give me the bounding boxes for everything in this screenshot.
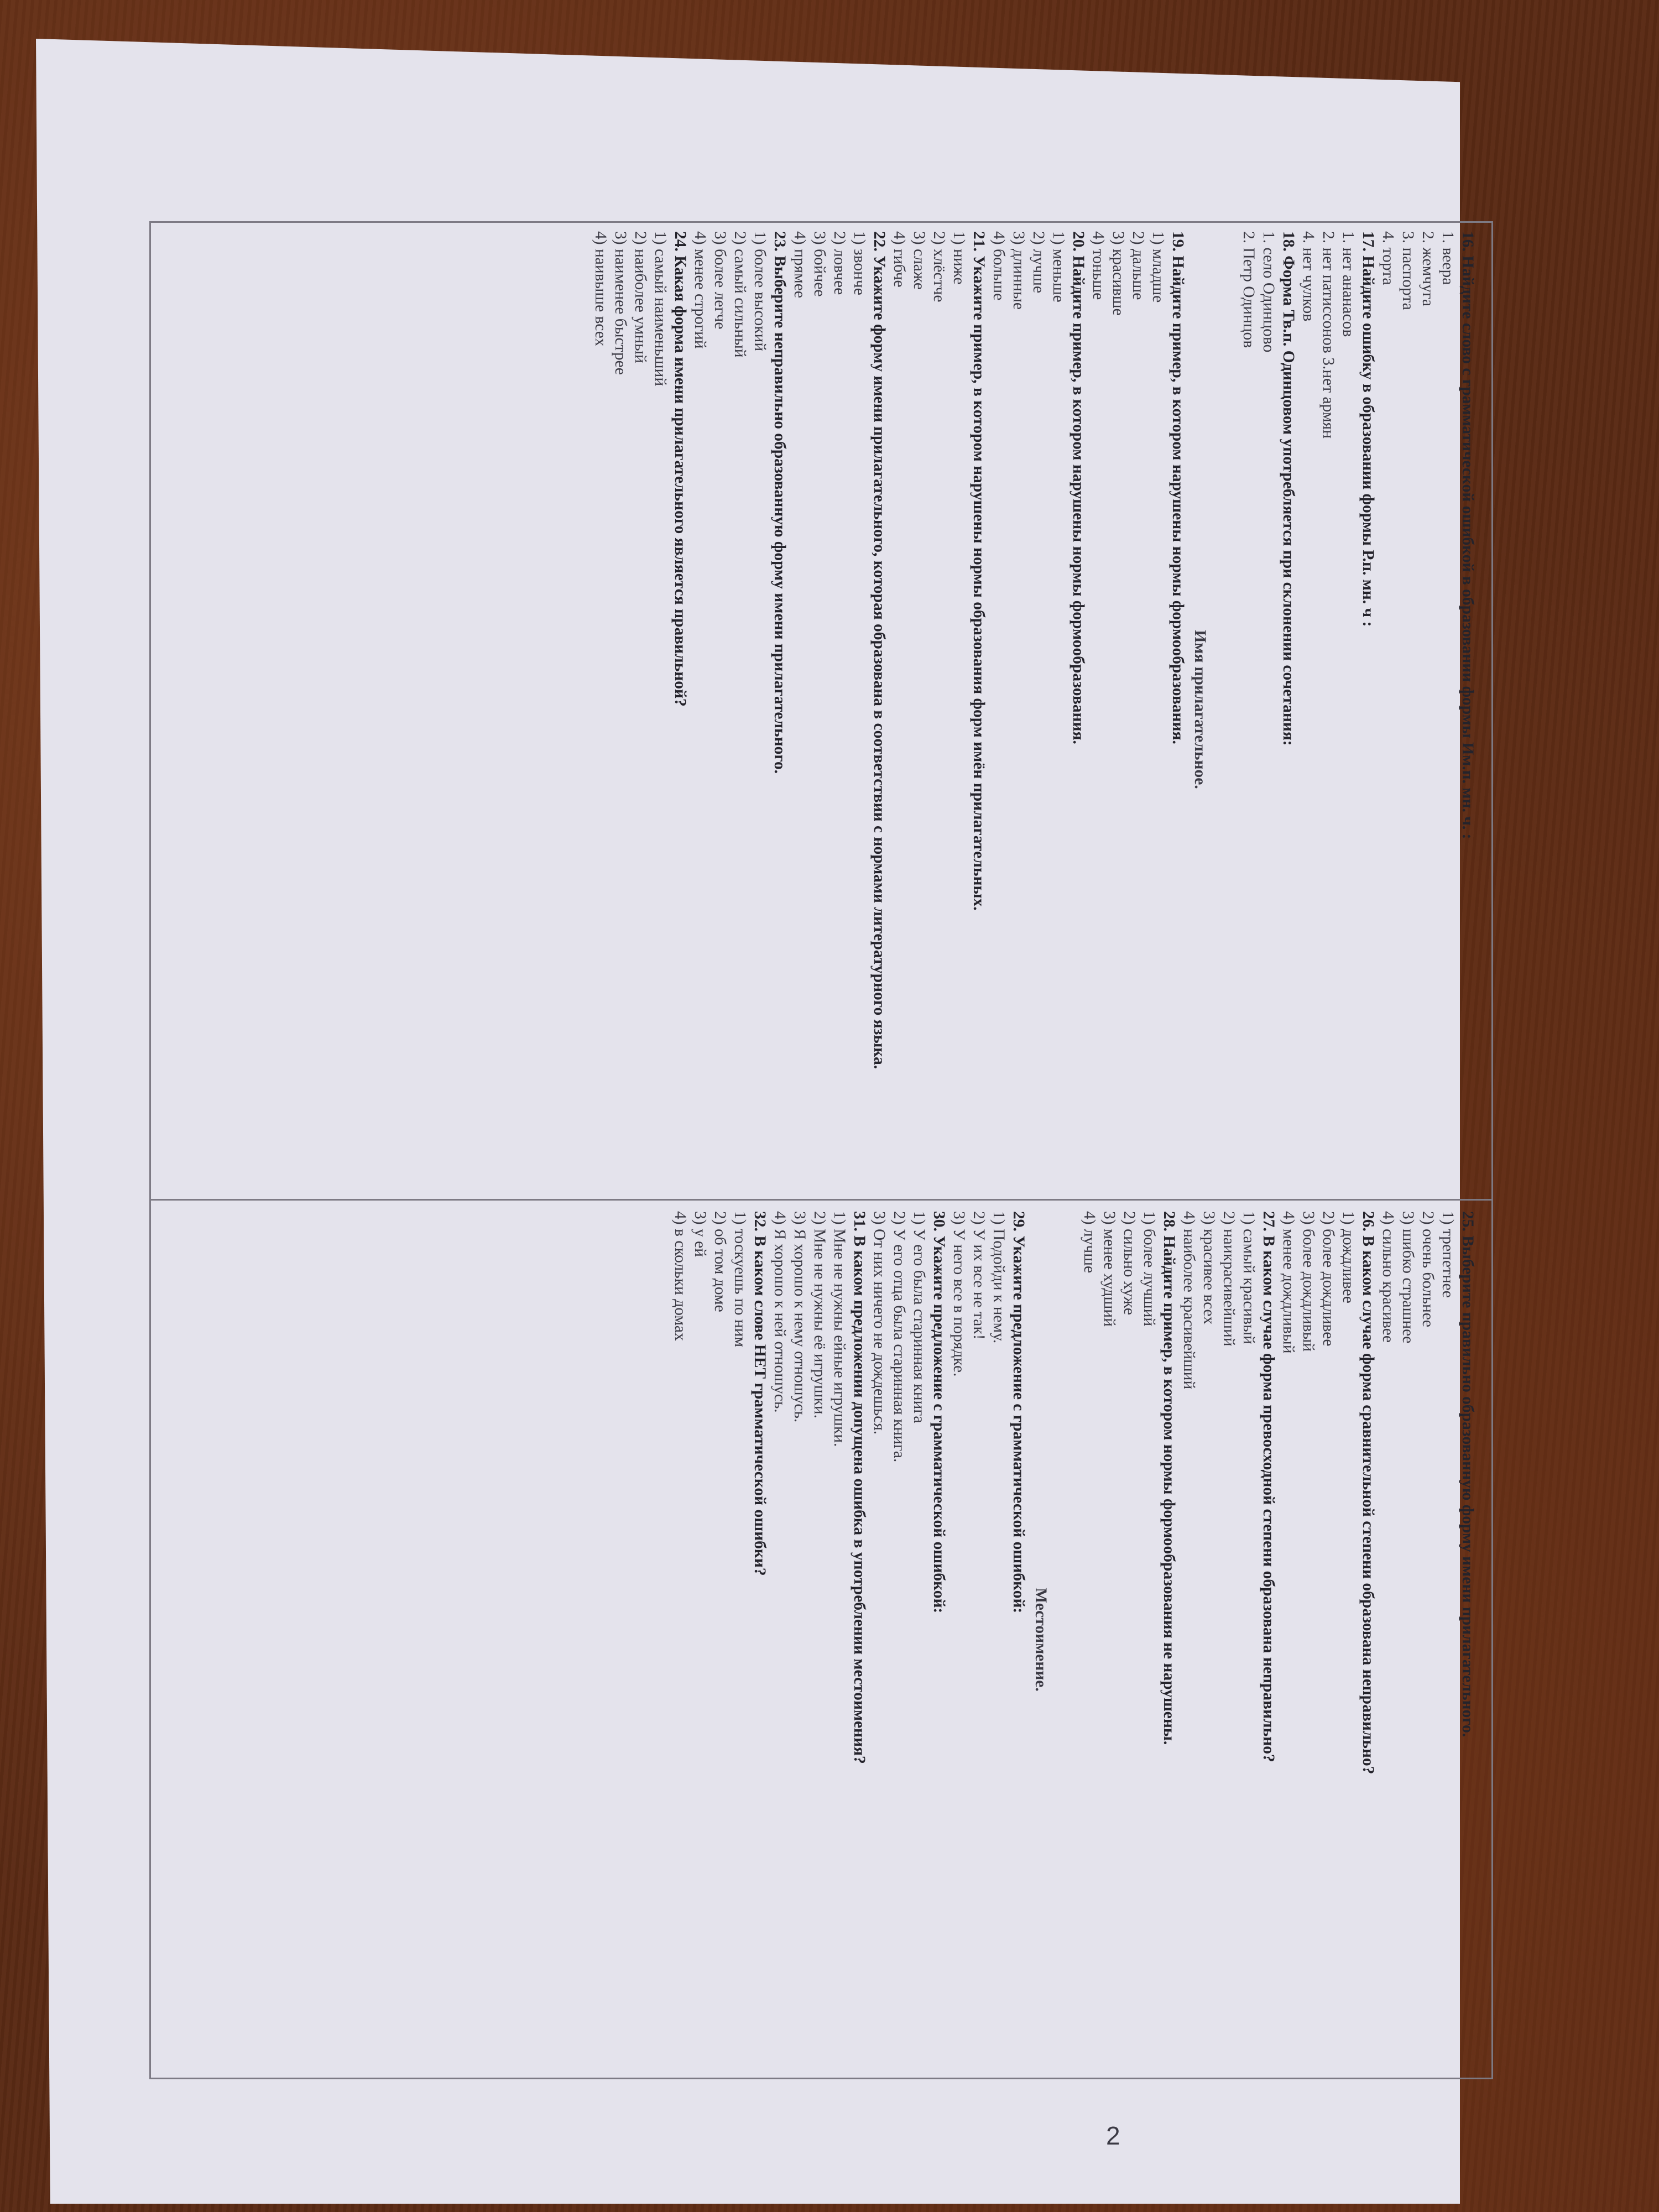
option: 3) у ей: [691, 1211, 709, 1257]
option: 4) тоньше: [1089, 231, 1107, 300]
option: 2) об том доме: [711, 1211, 729, 1312]
option: 2) ловчее: [831, 231, 848, 295]
option: 1) дождливее: [1339, 1211, 1357, 1303]
option: 2) очень больнее: [1419, 1211, 1437, 1328]
option: 3) менее худший: [1100, 1211, 1118, 1327]
question-18: [1239, 231, 1298, 1188]
option: 4) гибче: [890, 231, 908, 288]
question-text: 26. В каком случае форма сравнительной степени образована неправильно?: [1359, 1211, 1377, 1775]
question-28: [1079, 1211, 1179, 2068]
option: 3) более дождливый: [1300, 1211, 1317, 1352]
option: 3) наименее быстрее: [612, 231, 629, 375]
option: 1) ниже: [950, 231, 968, 285]
section-title-pronoun: Местоимение.: [1032, 1588, 1050, 1692]
question-19: [1088, 231, 1188, 1188]
question-17: [1298, 231, 1378, 1188]
question-text: 27. В каком случае форма превосходной степени образована неправильно?: [1260, 1211, 1277, 1762]
option: 2) Мне не нужны её игрушки.: [811, 1211, 828, 1418]
option: 4) менее строгий: [691, 231, 709, 349]
option: 4) Я хорошо к ней отношусь.: [771, 1211, 789, 1413]
question-text: 19. Найдите пример, в котором нарушены нормы формообразования.: [1169, 231, 1187, 744]
question-text: 29. Укажите предложение с грамматической ошибкой:: [1010, 1211, 1027, 1614]
question-text: 18. Форма Тв.п. Одинцовом употребляется при склонении сочетания:: [1280, 231, 1297, 746]
option: 1) самый наименьший: [651, 231, 669, 387]
option: 1. село Одинцово: [1260, 231, 1277, 353]
option: 4) наивыше всех: [592, 231, 609, 347]
option: 1) У его была старинная книга: [910, 1211, 928, 1423]
question-text: 23. Выберите неправильно образованную форму имени прилагательного.: [771, 231, 789, 774]
option: 2. жемчуга: [1419, 231, 1437, 307]
question-23: [690, 231, 790, 1188]
option: 2) У его отца была старинная книга.: [890, 1211, 908, 1463]
option: 4) прямее: [791, 231, 808, 298]
option: 2) У их все не так!: [970, 1211, 988, 1340]
option: 1) более лучший: [1140, 1211, 1158, 1327]
option: 1. нет ананасов: [1339, 231, 1357, 337]
question-26: [1279, 1211, 1378, 2068]
left-column: [591, 231, 1478, 1188]
option: 2) более дождливее: [1319, 1211, 1337, 1347]
option: 4) в скольки домах: [671, 1211, 689, 1341]
question-text: 21. Укажите пример, в котором нарушены нормы образования форм имён прилагательных.: [970, 231, 988, 911]
page-number: 2: [1106, 2121, 1120, 2150]
option: 2. нет патиссонов 3.нет армян: [1319, 231, 1337, 439]
question-text: 31. В каком предложении допущена ошибка в употреблении местоимения?: [851, 1211, 868, 1764]
option: 4. торта: [1379, 231, 1397, 285]
question-22: [790, 231, 889, 1188]
option: 3) красивее всех: [1200, 1211, 1218, 1324]
option: 2) дальше: [1129, 231, 1147, 300]
option: 4) сильно красивее: [1379, 1211, 1397, 1343]
worksheet: [149, 221, 1493, 2079]
option: 1) тоскуешь по ним: [731, 1211, 749, 1348]
question-text: 20. Найдите пример, в котором нарушены нормы формообразования.: [1070, 231, 1087, 744]
question-text: 28. Найдите пример, в котором нормы формообразования не нарушены.: [1160, 1211, 1178, 1745]
question-text: 25. Выберите правильно образованную форму имени прилагательного.: [1459, 1211, 1477, 1738]
option: 3) слаже: [910, 231, 928, 290]
question-text: 30. Укажите предложение с грамматической ошибкой:: [930, 1211, 948, 1614]
option: 2) лучше: [1030, 231, 1047, 294]
option: 2. Петр Одинцов: [1240, 231, 1258, 348]
option: 1) младше: [1149, 231, 1167, 303]
question-25: [1378, 1211, 1478, 2068]
option: 2) наикрасивейший: [1220, 1211, 1238, 1347]
option: 1) самый красивый: [1240, 1211, 1258, 1344]
option: 1) звонче: [851, 231, 868, 295]
question-21: [889, 231, 989, 1188]
option: 1) Подойди к нему.: [990, 1211, 1008, 1344]
option: 3) Я хорошо к нему отношусь.: [791, 1211, 808, 1423]
question-text: 32. В каком слове НЕТ грамматической ошибки?: [751, 1211, 769, 1576]
question-text: 17. Найдите ошибку в образовании формы Р.п. мн. ч :: [1359, 231, 1377, 627]
question-text: 22. Укажите форму имени прилагательного, которая образована в соответствии с нормами литературного языка.: [870, 231, 888, 1070]
option: 3. паспорта: [1399, 231, 1417, 310]
option: 2) наиболее умный: [632, 231, 649, 363]
question-text: 16. Найдите слово с грамматической ошибкой в образовании формы Им.п. мн. ч. :: [1459, 231, 1477, 839]
option: 4) лучше: [1081, 1211, 1098, 1274]
option: 1) Мне не нужны ейные игрушки.: [831, 1211, 848, 1447]
option: 1) меньше: [1050, 231, 1067, 302]
option: 3) От них ничего не дождешься.: [870, 1211, 888, 1435]
question-29: [949, 1211, 1029, 2068]
section-title-adjective: Имя прилагательное.: [1191, 630, 1209, 789]
option: 2) хлёстче: [930, 231, 948, 302]
question-24: [591, 231, 690, 1188]
option: 4) больше: [990, 231, 1008, 301]
question-30: [869, 1211, 949, 2068]
option: 3) бойчее: [811, 231, 828, 297]
option: 1) более высокий: [751, 231, 769, 352]
question-32: [670, 1211, 770, 2068]
option: 4) наиболее красивейший: [1180, 1211, 1198, 1390]
question-text: 24. Какая форма имени прилагательного является правильной?: [671, 231, 689, 707]
question-27: [1179, 1211, 1279, 2068]
option: 4) менее дождливый: [1280, 1211, 1297, 1354]
question-20: [989, 231, 1088, 1188]
option: 1) трепетнее: [1439, 1211, 1457, 1298]
option: 3) У него все в порядке.: [950, 1211, 968, 1377]
option: 3) шибко страшнее: [1399, 1211, 1417, 1344]
option: 2) сильно хуже: [1120, 1211, 1138, 1315]
option: 3) более легче: [711, 231, 729, 330]
question-31: [770, 1211, 869, 2068]
column-divider: [149, 1199, 1493, 1201]
option: 3) длинные: [1010, 231, 1027, 310]
right-column: [670, 1211, 1478, 2068]
option: 1. веера: [1439, 231, 1457, 285]
option: 2) самый сильный: [731, 231, 749, 358]
question-16: [1378, 231, 1478, 1188]
option: 4. нет чулков: [1300, 231, 1317, 322]
option: 3) красивше: [1109, 231, 1127, 316]
